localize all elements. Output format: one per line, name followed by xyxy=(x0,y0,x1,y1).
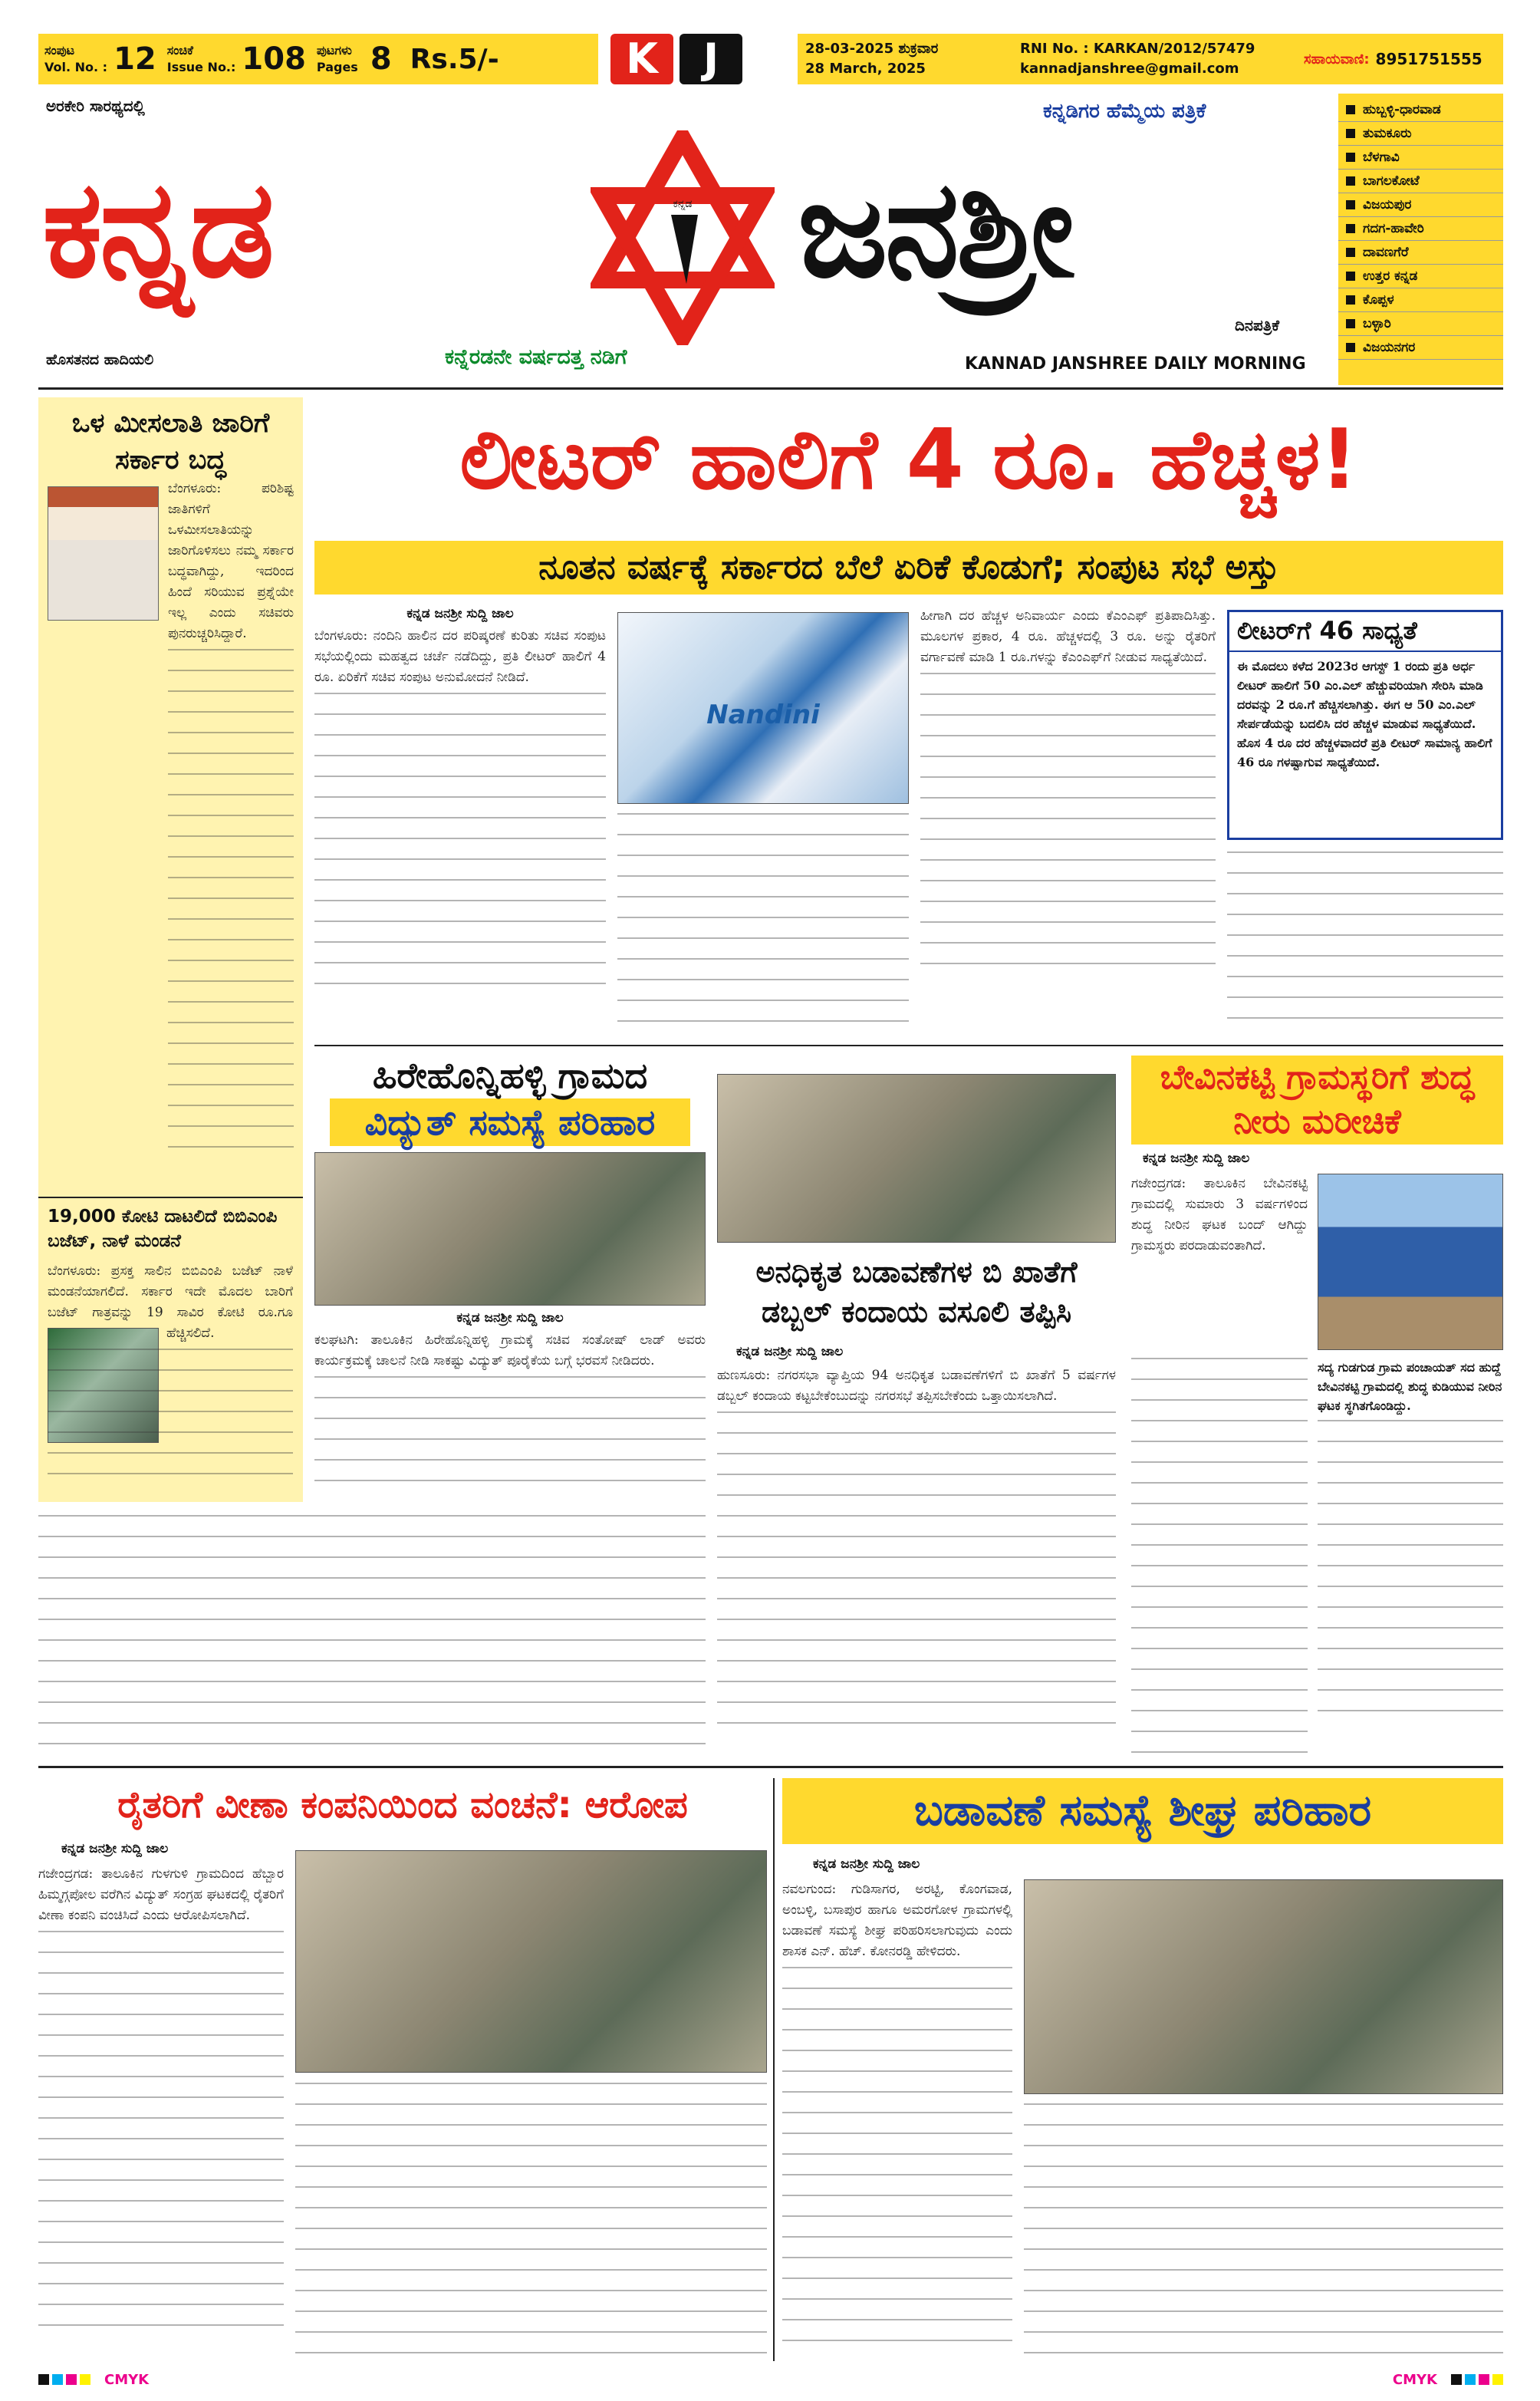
region-label: ಬಳ್ಳಾರಿ xyxy=(1363,316,1391,331)
region-label: ವಿಜಯಪುರ xyxy=(1363,197,1412,212)
bottom-right-text-body: ನವಲಗುಂದ: ಗುಡಿಸಾಗರ, ಅರಟ್ಟಿ, ಕೊಂಗವಾಡ, ಅಂಬಳ್ಳಿ, ಬಸಾಪುರ ಹಾಗೂ ಅಮರಗೋಳ ಗ್ರಾಮಗಳಲ್ಲಿ ಬಡಾವಣೆ ಸಮಸ್ಯೆ ಶೀಘ್ರ ಪರಿಹರಿಸಲಾಗುವುದು ಎಂದು ಶಾಸಕ ಎನ್. ಹೆಚ್. ಕೋನರಡ್ಡಿ ಹೇಳಿದರು. xyxy=(782,1882,1012,1959)
daily-en: KANNAD JANSHREE DAILY MORNING xyxy=(965,354,1306,374)
mid-right-byline: ಕನ್ನಡ ಜನಶ್ರೀ ಸುದ್ದಿ ಜಾಲ xyxy=(1143,1151,1250,1166)
vol-number: 12 xyxy=(114,41,156,77)
square-bullet-icon xyxy=(1346,272,1355,281)
region-label: ಬೆಳಗಾವಿ xyxy=(1363,150,1400,165)
bottom-left-text xyxy=(38,1864,284,2355)
cmyk-label-right: CMYK xyxy=(1392,2371,1437,2388)
square-bullet-icon xyxy=(1346,176,1355,186)
lead-text-2-body: ಹೀಗಾಗಿ ದರ ಹೆಚ್ಚಳ ಅನಿವಾರ್ಯ ಎಂದು ಕೆಎಂಎಫ್ ಪ್ರತಿಪಾದಿಸಿತ್ತು. ಮೂಲಗಳ ಪ್ರಕಾರ, 4 ರೂ. ಹೆಚ್ಚಳದಲ್ಲಿ 3 ರೂ. ಅನ್ನು ರೈತರಿಗೆ ವರ್ಗಾವಣೆ ಮಾಡಿ 1 ರೂ.ಗಳನ್ನು ಕೆಎಂಎಫ್‌ಗೆ ನೀಡುವ ಸಾಧ್ಯತೆಯಿದೆ. xyxy=(920,608,1216,665)
vol-label-kn: ಸಂಪುಟ xyxy=(44,43,75,58)
mid-center-byline: ಕನ್ನಡ ಜನಶ್ರೀ ಸುದ್ದಿ ಜಾಲ xyxy=(736,1344,844,1359)
masthead-rule xyxy=(38,387,1503,390)
region-item xyxy=(1338,146,1503,170)
region-label: ಗದಗ-ಹಾವೇರಿ xyxy=(1363,221,1424,236)
mid-right-text-body: ಗಜೇಂದ್ರಗಡ: ತಾಲೂಕಿನ ಬೇವಿನಕಟ್ಟಿ ಗ್ರಾಮದಲ್ಲಿ ಸುಮಾರು 3 ವರ್ಷಗಳಿಂದ ಶುದ್ಧ ನೀರಿನ ಘಟಕ ಬಂದ್ ಆಗಿದ್ದು ಗ್ರಾಮಸ್ಥರು ಪರದಾಡುವಂತಾಗಿದೆ. xyxy=(1131,1176,1308,1253)
nandini-milk-photo xyxy=(617,612,909,804)
square-bullet-icon xyxy=(1346,224,1355,233)
left-divider xyxy=(38,1197,303,1198)
region-label: ಹುಬ್ಬಳ್ಳಿ-ಧಾರವಾಡ xyxy=(1363,102,1441,117)
color-bars-right xyxy=(1393,2372,1503,2388)
title-left: ಕನ್ನಡ xyxy=(42,152,272,308)
lead-box-text: ಈ ಮೊದಲು ಕಳೆದ 2023ರ ಆಗಸ್ಟ್ 1 ರಂದು ಪ್ರತಿ ಅರ್ಧ ಲೀಟರ್ ಹಾಲಿಗೆ 50 ಎಂ.ಎಲ್ ಹೆಚ್ಚುವರಿಯಾಗಿ ಸೇರಿಸಿ ಮಾಡಿ ದರವನ್ನು 2 ರೂ.ಗೆ ಹೆಚ್ಚಿಸಲಾಗಿತ್ತು. ಈಗ ಆ 50 ಎಂ.ಎಲ್ ಸೇರ್ಪಡೆಯನ್ನು ಬದಲಿಸಿ ದರ ಹೆಚ್ಚಳ ಮಾಡುವ ಸಾಧ್ಯತೆಯಿದೆ. ಹೊಸ 4 ರೂ ದರ ಹೆಚ್ಚಳವಾದರೆ ಪ್ರತಿ ಲೀಟರ್ ಸಾಮಾನ್ಯ ಹಾಲಿಗೆ 46 ರೂ ಗಳಷ್ಟಾಗುವ ಸಾಧ್ಯತೆಯಿದೆ. xyxy=(1237,658,1492,769)
top-tagline: ಅರಕೇರಿ ಸಾರಥ್ಯದಲ್ಲಿ xyxy=(46,97,145,115)
region-label: ವಿಜಯನಗರ xyxy=(1363,340,1416,355)
mid-left-head-b: ವಿದ್ಯುತ್ ಸಮಸ್ಯೆ ಪರಿಹಾರ xyxy=(330,1098,690,1146)
mid-left-photo xyxy=(314,1152,706,1306)
date-kn: 28-03-2025 ಶುಕ್ರವಾರ xyxy=(805,41,939,57)
cmyk-label-left: CMYK xyxy=(104,2371,150,2388)
kj-logo xyxy=(610,34,749,84)
left-column xyxy=(38,397,303,1502)
square-bullet-icon xyxy=(1346,295,1355,305)
left-lead-2 xyxy=(48,1261,293,1491)
region-label: ಉತ್ತರ ಕನ್ನಡ xyxy=(1363,268,1418,284)
tag-pride: ಕನ್ನಡಿಗರ ಹೆಮ್ಮೆಯ ಪತ್ರಿಕೆ xyxy=(1043,100,1206,123)
bottom-left-head: ರೈತರಿಗೆ ವೀಣಾ ಕಂಪನಿಯಿಂದ ವಂಚನೆ: ಆರೋಪ xyxy=(117,1783,688,1826)
mid-left-text-body: ಕಲಘಟಗಿ: ತಾಲೂಕಿನ ಹಿರೇಹೊನ್ನಿಹಳ್ಳಿ ಗ್ರಾಮಕ್ಕೆ ಸಚಿವ ಸಂತೋಷ್ ಲಾಡ್ ಅವರು ಕಾರ್ಯಕ್ರಮಕ್ಕೆ ಚಾಲನೆ ನೀಡಿ ಸಾಕಷ್ಟು ವಿದ್ಯುತ್ ಪೂರೈಕೆಯ ಬಗ್ಗೆ ಭರವಸೆ ನೀಡಿದರು. xyxy=(314,1332,706,1368)
square-bullet-icon xyxy=(1346,129,1355,138)
pages-block xyxy=(317,41,392,77)
region-item xyxy=(1338,336,1503,360)
info-bar-right xyxy=(798,34,1503,84)
left-lead-1 xyxy=(168,479,294,1154)
region-item xyxy=(1338,312,1503,336)
nandini-label: Nandini xyxy=(706,700,820,730)
motto: ಕನ್ನೆರಡನೇ ವರ್ಷದತ್ತ ನಡಿಗೆ xyxy=(445,345,627,369)
lead-subhead: ನೂತನ ವರ್ಷಕ್ಕೆ ಸರ್ಕಾರದ ಬೆಲೆ ಏರಿಕೆ ಕೊಡುಗೆ; ಸಂಪುಟ ಸಭೆ ಅಸ್ತು xyxy=(314,541,1503,594)
region-label: ಕೊಪ್ಪಳ xyxy=(1363,292,1394,308)
lead-col-4 xyxy=(1227,851,1503,1036)
bottom-left-text-body: ಗಜೇಂದ್ರಗಡ: ತಾಲೂಕಿನ ಗುಳಗುಳಿ ಗ್ರಾಮದಿಂದ ಹೆಬ್ಬಾರ ಹಿಮ್ಮಗ್ಗಪೋಲ ವರೆಗಿನ ವಿದ್ಯುತ್ ಸಂಗ್ರಹ ಘಟಕದಲ್ಲಿ ರೈತರಿಗೆ ವೀಣಾ ಕಂಪನಿ ವಂಚಿಸಿದೆ ಎಂದು ಆರೋಪಿಸಲಾಗಿದೆ. xyxy=(38,1866,284,1923)
bottom-left-text-2 xyxy=(295,2083,767,2355)
mid-right-head: ಬೇವಿನಕಟ್ಟಿ ಗ್ರಾಮಸ್ಥರಿಗೆ ಶುದ್ಧ ನೀರು ಮರೀಚಿಕೆ xyxy=(1131,1056,1503,1145)
region-label: ಬಾಗಲಕೋಟೆ xyxy=(1363,173,1420,189)
bottom-right-byline: ಕನ್ನಡ ಜನಶ್ರೀ ಸುದ್ದಿ ಜಾಲ xyxy=(813,1856,920,1872)
mid-right-note-text: ಸದ್ಯ ಗುಡಗುಡ ಗ್ರಾಮ ಪಂಚಾಯತ್ ಸದ ಹುದ್ದೆ ಬೇವಿನಕಟ್ಟಿ ಗ್ರಾಮದಲ್ಲಿ ಶುದ್ಧ ಕುಡಿಯುವ ನೀರಿನ ಘಟಕ ಸ್ಥಗಿತಗೊಂಡಿದ್ದು. xyxy=(1318,1360,1502,1413)
price: Rs.5/- xyxy=(410,43,499,75)
region-item xyxy=(1338,122,1503,146)
lead-col-1 xyxy=(314,606,606,1036)
mid-left-text xyxy=(314,1330,706,1499)
pages-label-kn: ಪುಟಗಳು xyxy=(316,43,352,58)
square-bullet-icon xyxy=(1346,319,1355,328)
logo-k: K xyxy=(610,34,673,84)
mid-center-text xyxy=(717,1365,1116,1757)
pages-number: 8 xyxy=(370,41,392,77)
color-bars-left xyxy=(38,2372,149,2388)
mid-right-note xyxy=(1318,1358,1503,1757)
lead-text-1-body: ಬೆಂಗಳೂರು: ನಂದಿನಿ ಹಾಲಿನ ದರ ಪರಿಷ್ಕರಣೆ ಕುರಿತು ಸಚಿವ ಸಂಪುಟ ಸಭೆಯಲ್ಲಿಂದು ಮಹತ್ವದ ಚರ್ಚೆ ನಡೆದಿದ್ದು, ಪ್ರತಿ ಲೀಟರ್ ಹಾಲಿಗೆ 4 ರೂ. ಏರಿಕೆಗೆ ಸಚಿವ ಸಂಪುಟ ಅನುಮೋದನೆ ನೀಡಿದೆ. xyxy=(314,628,606,685)
email: kannadjanshree@gmail.com xyxy=(1020,61,1239,77)
bottom-section-rule xyxy=(38,1766,1503,1768)
logo-j: J xyxy=(680,34,742,84)
mid-center-head: ಅನಧಿಕೃತ ಬಡಾವಣೆಗಳ ಬಿ ಖಾತೆಗೆ ಡಬ್ಬಲ್ ಕಂದಾಯ ವಸೂಲಿ ತಪ್ಪಿಸಿ xyxy=(755,1255,1078,1329)
bottom-left-byline: ಕನ್ನಡ ಜನಶ್ರೀ ಸುದ್ದಿ ಜಾಲ xyxy=(61,1841,169,1856)
mid-left-story xyxy=(314,1052,706,1505)
phone-number: 8951751555 xyxy=(1375,50,1482,68)
mid-left-head-a: ಹಿರೇಹೊನ್ನಿಹಳ್ಳಿ ಗ್ರಾಮದ xyxy=(372,1055,648,1096)
mid-right-text xyxy=(1131,1174,1308,1350)
region-item xyxy=(1338,170,1503,193)
square-bullet-icon xyxy=(1346,248,1355,257)
region-item xyxy=(1338,98,1503,122)
square-bullet-icon xyxy=(1346,105,1355,114)
mid-left-byline: ಕನ್ನಡ ಜನಶ್ರೀ ಸುದ್ದಿ ಜಾಲ xyxy=(456,1310,564,1326)
pages-label-en: Pages xyxy=(316,60,358,74)
mid-right-text-2 xyxy=(1131,1358,1308,1757)
title-right: ಜನಶ್ರೀ xyxy=(798,152,1071,308)
daily-kn: ದಿನಪತ್ರಿಕೆ xyxy=(1235,316,1280,334)
new-path: ಹೊಸತನದ ಹಾದಿಯಲಿ xyxy=(46,351,154,368)
issue-block xyxy=(167,41,306,77)
issue-number: 108 xyxy=(242,41,306,77)
bottom-right-photo xyxy=(1024,1879,1503,2094)
info-bar-left xyxy=(38,34,598,84)
region-item xyxy=(1338,217,1503,241)
square-bullet-icon xyxy=(1346,153,1355,162)
left-lead-2-text: ಬೆಂಗಳೂರು: ಪ್ರಸಕ್ತ ಸಾಲಿನ ಬಿಬಿಎಂಪಿ ಬಜೆಟ್ ನಾಳೆ ಮಂಡನೆಯಾಗಲಿದೆ. ಸರ್ಕಾರ ಇದೇ ಮೊದಲ ಬಾರಿಗೆ ಬಜೆಟ್ ಗಾತ್ರವನ್ನು 19 ಸಾವಿರ ಕೋಟಿ ರೂ.ಗೂ ಹೆಚ್ಚಿಸಲಿದೆ. xyxy=(48,1263,293,1341)
lead-info-box xyxy=(1227,610,1503,840)
mid-right-photo xyxy=(1318,1174,1503,1350)
left-lead-1-text: ಬೆಂಗಳೂರು: ಪರಿಶಿಷ್ಟ ಜಾತಿಗಳಿಗೆ ಒಳಮೀಸಲಾತಿಯನ್ನು ಜಾರಿಗೊಳಿಸಲು ನಮ್ಮ ಸರ್ಕಾರ ಬದ್ಧವಾಗಿದ್ದು, ಇದರಿಂದ ಹಿಂದೆ ಸರಿಯುವ ಪ್ರಶ್ನೆಯೇ ಇಲ್ಲ ಎಂದು ಸಚಿವರು ಪುನರುಚ್ಚರಿಸಿದ್ದಾರೆ. xyxy=(168,481,294,641)
region-item xyxy=(1338,288,1503,312)
lead-bottom-rule xyxy=(314,1045,1503,1046)
bottom-right-text-2 xyxy=(1024,2103,1503,2355)
lead-col-3 xyxy=(920,606,1216,1036)
minister-photo xyxy=(48,486,159,621)
lead-text-1b xyxy=(617,813,909,1036)
star-emblem-text: ಕನ್ನಡ xyxy=(673,198,693,210)
square-bullet-icon xyxy=(1346,200,1355,209)
rni-number: RNI No. : KARKAN/2012/57479 xyxy=(1020,41,1255,57)
volume-block xyxy=(44,41,156,77)
bottom-right-head: ಬಡಾವಣೆ ಸಮಸ್ಯೆ ಶೀಘ್ರ ಪರಿಹಾರ xyxy=(782,1778,1503,1844)
region-item xyxy=(1338,265,1503,288)
region-list xyxy=(1338,94,1503,385)
vol-label-en: Vol. No. : xyxy=(44,60,108,74)
star-emblem xyxy=(591,130,775,345)
bottom-divider xyxy=(773,1778,775,2361)
region-item xyxy=(1338,241,1503,265)
mid-left-continuation xyxy=(38,1515,706,1757)
bottom-right-text xyxy=(782,1879,1012,2355)
issue-label-kn: ಸಂಚಿಕೆ xyxy=(166,43,193,58)
lead-text-1 xyxy=(314,626,606,1025)
bottom-left-photo xyxy=(295,1850,767,2073)
footer-strip xyxy=(38,2370,1503,2389)
lead-headline: ಲೀಟರ್ ಹಾಲಿಗೆ 4 ರೂ. ಹೆಚ್ಚಳ! xyxy=(459,412,1358,508)
lead-box-head: ಲೀಟರ್‌ಗೆ 46 ಸಾಧ್ಯತೆ xyxy=(1229,612,1501,652)
left-head-2: 19,000 ಕೋಟಿ ದಾಟಲಿದೆ ಬಿಬಿಎಂಪಿ ಬಜೆಟ್, ನಾಳೆ ಮಂಡನೆ xyxy=(48,1207,278,1251)
region-label: ದಾವಣಗೆರೆ xyxy=(1363,245,1409,260)
masthead xyxy=(0,0,1540,387)
region-item xyxy=(1338,193,1503,217)
mid-center-photo xyxy=(717,1074,1116,1243)
lead-byline: ಕನ್ನಡ ಜನಶ್ರೀ ಸುದ್ದಿ ಜಾಲ xyxy=(406,606,514,621)
issue-label-en: Issue No.: xyxy=(166,60,236,74)
mid-center-text-body: ಹುಣಸೂರು: ನಗರಸಭಾ ವ್ಯಾಪ್ತಿಯ 94 ಅನಧಿಕೃತ ಬಡಾವಣೆಗಳಿಗೆ ಬಿ ಖಾತೆಗೆ 5 ವರ್ಷಗಳ ಡಬ್ಬಲ್ ಕಂದಾಯ ಕಟ್ಟಬೇಕೆಂಬುದನ್ನು ನಗರಸಭೆ ತಪ್ಪಿಸಬೇಕೆಂದು ಒತ್ತಾಯಿಸಲಾಗಿದೆ. xyxy=(717,1368,1116,1404)
date-en: 28 March, 2025 xyxy=(805,61,926,77)
contact-label: ಸಹಾಯವಾಣಿ: xyxy=(1304,51,1370,68)
left-head-1: ಒಳ ಮೀಸಲಾತಿ ಜಾರಿಗೆ ಸರ್ಕಾರ ಬದ್ಧ xyxy=(71,408,270,476)
square-bullet-icon xyxy=(1346,343,1355,352)
region-label: ತುಮಕೂರು xyxy=(1363,126,1412,141)
